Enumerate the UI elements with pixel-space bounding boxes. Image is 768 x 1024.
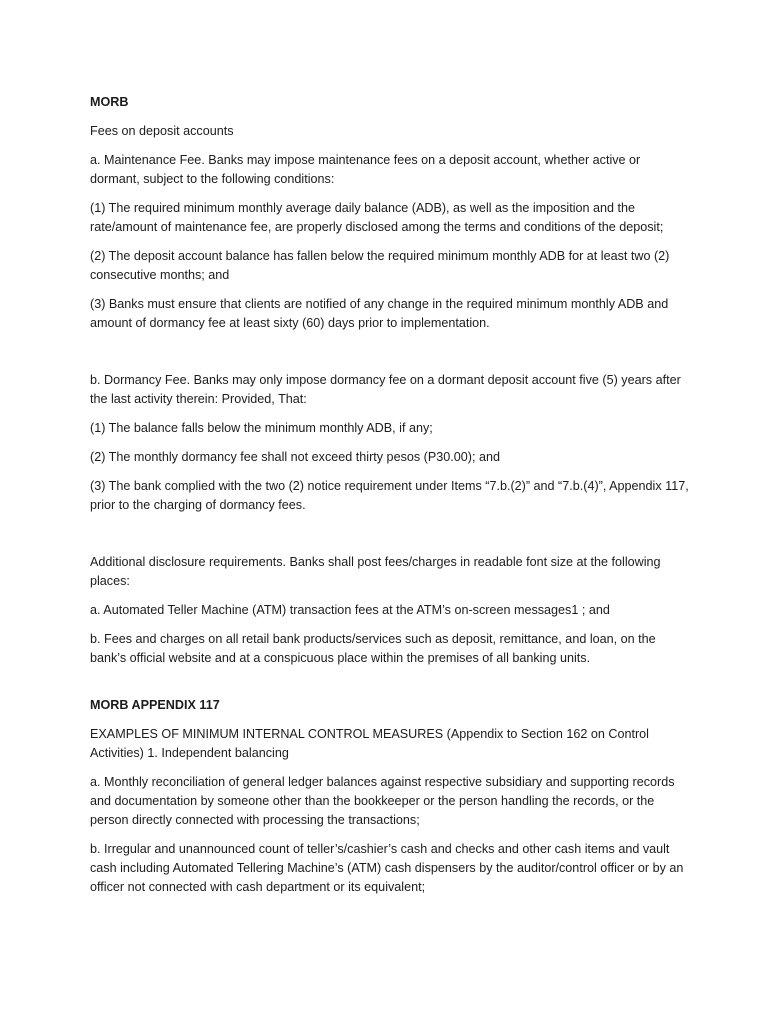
section-disclosure-requirements [90,553,690,668]
paragraph: (3) The bank complied with the two (2) notice requirement under Items “7.b.(2)” and “7.b.(4)”, Appendix 117, prior to the charging of dormancy fees. [90,479,689,512]
document-body [90,93,690,907]
paragraph: (2) The deposit account balance has fallen below the required minimum monthly ADB for at least two (2) consecutive months; and [90,249,670,282]
paragraph: b. Irregular and unannounced count of teller’s/cashier’s cash and checks and other cash items and vault cash including Automated Tellering Machine’s (ATM) cash dispensers by the auditor/control officer or by an officer not connected with cash department or its equivalent; [90,842,684,894]
paragraph: a. Maintenance Fee. Banks may impose maintenance fees on a deposit account, whether active or dormant, subject to the following conditions: [90,153,641,186]
paragraph: b. Dormancy Fee. Banks may only impose dormancy fee on a dormant deposit account five (5) years after the last activity therein: Provided, That: [90,373,681,406]
paragraph: Additional disclosure requirements. Banks shall post fees/charges in readable font size at the following places: [90,555,661,588]
section-maintenance-fee [90,93,690,333]
paragraph: (3) Banks must ensure that clients are notified of any change in the required minimum monthly ADB and amount of dormancy fee at least sixty (60) days prior to implementation. [90,297,669,330]
paragraph: b. Fees and charges on all retail bank products/services such as deposit, remittance, and loan, on the bank’s official website and at a conspicuous place within the premises of all banking units. [90,632,656,665]
paragraph: EXAMPLES OF MINIMUM INTERNAL CONTROL MEASURES (Appendix to Section 162 on Control Activities) 1. Independent balancing [90,727,649,760]
paragraph: a. Automated Teller Machine (ATM) transaction fees at the ATM’s on-screen messages1 ; and [90,603,610,617]
section-heading: MORB [90,95,129,109]
section-dormancy-fee [90,371,690,515]
section-heading: MORB APPENDIX 117 [90,698,220,712]
paragraph: (2) The monthly dormancy fee shall not exceed thirty pesos (P30.00); and [90,450,500,464]
paragraph: a. Monthly reconciliation of general ledger balances against respective subsidiary and supporting records and documentation by someone other than the bookkeeper or the person handling the records, or the person directly connected with processing the transactions; [90,775,675,827]
paragraph: (1) The balance falls below the minimum monthly ADB, if any; [90,421,433,435]
section-appendix-117 [90,696,690,897]
paragraph: (1) The required minimum monthly average daily balance (ADB), as well as the imposition and the rate/amount of maintenance fee, are properly disclosed among the terms and conditions of the deposit; [90,201,664,234]
paragraph: Fees on deposit accounts [90,124,234,138]
